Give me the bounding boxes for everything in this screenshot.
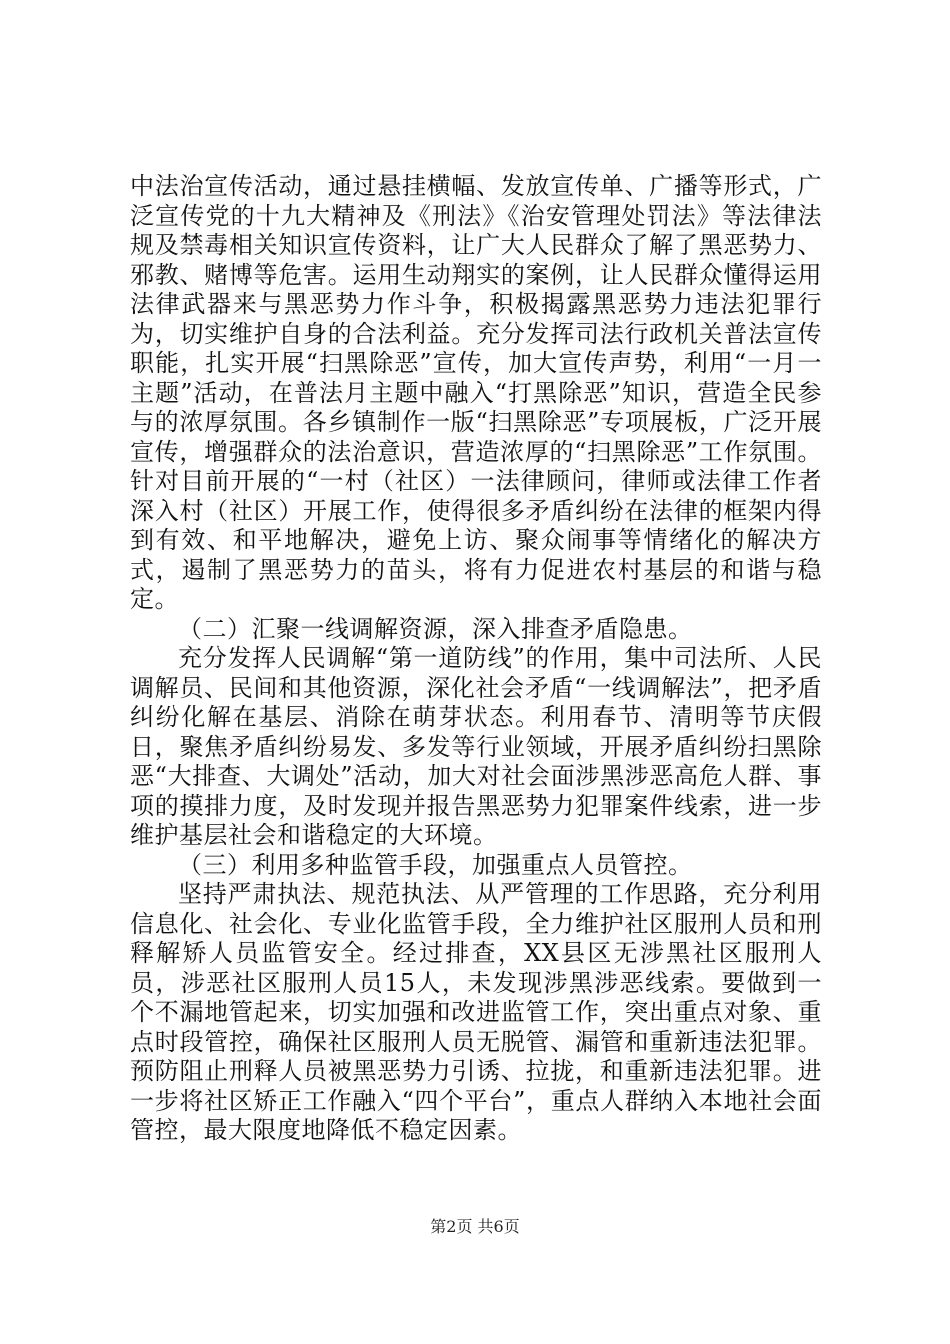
section-heading-3: （三）利用多种监管手段，加强重点人员管控。 — [178, 850, 693, 879]
section-heading-2: （二）汇聚一线调解资源，深入排查矛盾隐患。 — [178, 614, 693, 643]
paragraph-section-2: 充分发挥人民调解“第一道防线”的作用，集中司法所、人民调解员、民间和其他资源，深化社会矛盾“一线调解法”，把矛盾纠纷化解在基层、消除在萌芽状态。利用春节、清明等节庆假日，聚焦矛盾纠纷易发、多发等行业领域，开展矛盾纠纷扫黑除恶“大排查、大调处”活动，加大对社会面涉黑涉恶高危人群、事项的摸排力度，及时发现并报告黑恶势力犯罪案件线索，进一步维护基层社会和谐稳定的大环境。 — [130, 644, 822, 849]
page-footer: 第2页 共6页 — [430, 1217, 520, 1236]
document-body — [130, 172, 822, 1146]
paragraph-section-3: 坚持严肃执法、规范执法、从严管理的工作思路，充分利用信息化、社会化、专业化监管手段，全力维护社区服刑人员和刑释解矫人员监管安全。经过排查，XX县区无涉黑社区服刑人员，涉恶社区服刑人员15人，未发现涉黑涉恶线索。要做到一个不漏地管起来，切实加强和改进监管工作，突出重点对象、重点时段管控，确保社区服刑人员无脱管、漏管和重新违法犯罪。预防阻止刑释人员被黑恶势力引诱、拉拢，和重新违法犯罪。进一步将社区矫正工作融入“四个平台”，重点人群纳入本地社会面管控，最大限度地降低不稳定因素。 — [130, 880, 822, 1144]
paragraph-continued: 中法治宣传活动，通过悬挂横幅、发放宣传单、广播等形式，广泛宣传党的十九大精神及《刑法》《治安管理处罚法》等法律法规及禁毒相关知识宣传资料，让广大人民群众了解了黑恶势力、邪教、赌博等危害。运用生动翔实的案例，让人民群众懂得运用法律武器来与黑恶势力作斗争，积极揭露黑恶势力违法犯罪行为，切实维护自身的合法利益。充分发挥司法行政机关普法宣传职能，扎实开展“扫黑除恶”宣传，加大宣传声势，利用“一月一主题”活动，在普法月主题中融入“打黑除恶”知识，营造全民参与的浓厚氛围。各乡镇制作一版“扫黑除恶”专项展板，广泛开展宣传，增强群众的法治意识，营造浓厚的“扫黑除恶”工作氛围。针对目前开展的“一村（社区）一法律顾问，律师或法律工作者深入村（社区）开展工作，使得很多矛盾纠纷在法律的框架内得到有效、和平地解决，避免上访、聚众闹事等情绪化的解决方式，遏制了黑恶势力的苗头，将有力促进农村基层的和谐与稳定。 — [130, 172, 822, 613]
